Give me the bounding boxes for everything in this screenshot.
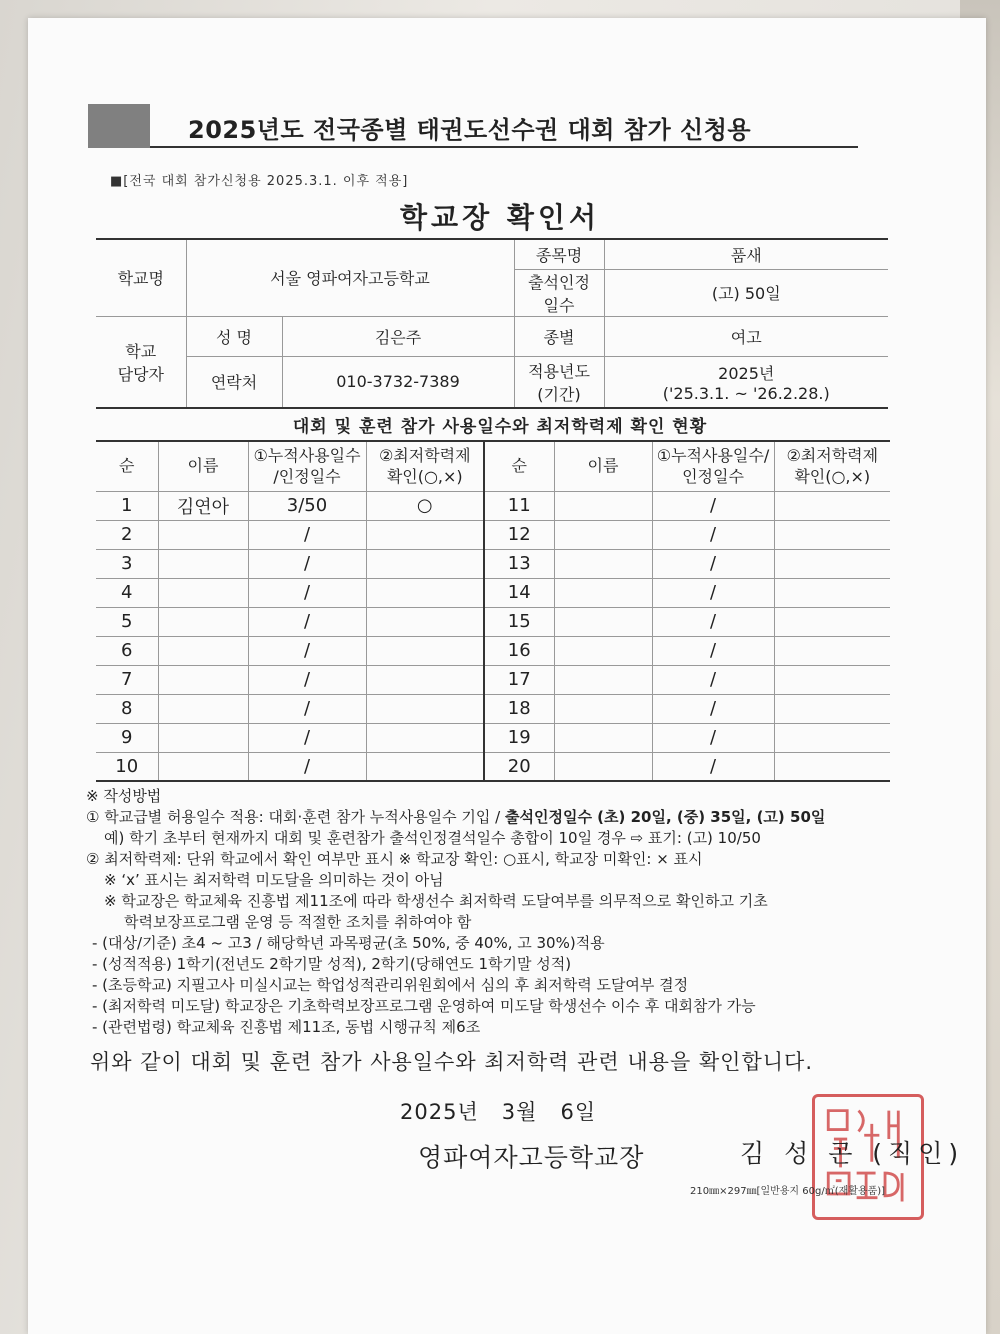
row-name-right: [554, 520, 652, 549]
row-no-right: 15: [484, 607, 554, 636]
row-acad-left: [366, 694, 484, 723]
row-name-right: [554, 607, 652, 636]
header-no-left: 순: [96, 441, 158, 491]
manager-label-line1: 학교: [125, 341, 157, 361]
row-name-left: [158, 636, 248, 665]
event-value: 품새: [604, 239, 888, 269]
note-1b: 출석인정일수 (초) 20일, (중) 35일, (고) 50일: [505, 808, 826, 826]
category-value: 여고: [604, 316, 888, 356]
row-name-right: [554, 491, 652, 520]
table-body: [96, 491, 890, 781]
row-no-left: 2: [96, 520, 158, 549]
row-days-right: /: [652, 491, 774, 520]
header-days-right-line1: ①누적사용일수/: [656, 445, 770, 465]
row-days-right: /: [652, 752, 774, 781]
row-acad-right: [774, 491, 890, 520]
row-name-left: [158, 549, 248, 578]
row-acad-right: [774, 520, 890, 549]
row-days-left: /: [248, 549, 366, 578]
category-label: 종별: [514, 316, 604, 356]
row-no-left: 8: [96, 694, 158, 723]
row-name-right: [554, 578, 652, 607]
period-label-line1: 적용년도: [528, 361, 590, 381]
header-days-left-line1: ①누적사용일수: [253, 445, 361, 465]
row-name-left: [158, 694, 248, 723]
table-header-row: [96, 441, 890, 491]
name-label: 성 명: [186, 316, 282, 356]
header-acad-right: [774, 441, 890, 491]
header-days-left: [248, 441, 366, 491]
row-acad-right: [774, 549, 890, 578]
row-days-right: /: [652, 665, 774, 694]
note-line-4: ※ ‘x’ 표시는 최저학력 미도달을 의미하는 것이 아님: [104, 871, 444, 889]
manager-label: [96, 316, 186, 408]
manager-label-line2: 담당자: [117, 364, 164, 384]
note-line-7: - (대상/기준) 초4 ~ 고3 / 해당학년 과목평균(초 50%, 중 40%, 고 30%)적용: [92, 934, 605, 952]
row-days-left: /: [248, 520, 366, 549]
row-days-right: /: [652, 578, 774, 607]
row-acad-left: [366, 723, 484, 752]
table-row: [96, 636, 890, 665]
note-line-8: - (성적적용) 1학기(전년도 2학기말 성적), 2학기(당해연도 1학기말 성적): [92, 955, 572, 973]
row-name-right: [554, 723, 652, 752]
header-days-right-line2: 인정일수: [682, 467, 744, 487]
confirm-statement: 위와 같이 대회 및 훈련 참가 사용일수와 최저학력 관련 내용을 확인합니다.: [90, 1050, 814, 1074]
row-name-left: [158, 665, 248, 694]
issue-date: [400, 1096, 596, 1126]
school-value: 서울 영파여자고등학교: [186, 239, 514, 316]
row-days-left: 3/50: [248, 491, 366, 520]
row-acad-left: [366, 636, 484, 665]
attend-value: (고) 50일: [604, 269, 888, 316]
row-no-right: 11: [484, 491, 554, 520]
table-row: [96, 491, 890, 520]
row-days-left: /: [248, 694, 366, 723]
row-no-left: 4: [96, 578, 158, 607]
note-line-6: 학력보장프로그램 운영 등 적절한 조치를 취하여야 함: [124, 913, 472, 931]
row-no-right: 20: [484, 752, 554, 781]
header-title: 2025년도 전국종별 태권도선수권 대회 참가 신청용: [188, 116, 752, 144]
row-no-left: 10: [96, 752, 158, 781]
table-row: [96, 607, 890, 636]
table-row: [96, 549, 890, 578]
row-name-left: [158, 752, 248, 781]
row-name-right: [554, 752, 652, 781]
header-acad-right-line2: 확인(○,×): [794, 467, 871, 487]
table-row: [96, 723, 890, 752]
row-name-right: [554, 694, 652, 723]
table-row: [96, 665, 890, 694]
note-line-9: - (초등학교) 지필고사 미실시교는 학업성적관리위원회에서 심의 후 최저학력 도달여부 결정: [92, 976, 689, 994]
row-acad-right: [774, 578, 890, 607]
contact-value: 010-3732-7389: [282, 356, 514, 408]
row-name-left: [158, 723, 248, 752]
row-days-left: /: [248, 636, 366, 665]
row-no-right: 14: [484, 578, 554, 607]
row-acad-right: [774, 752, 890, 781]
row-days-left: /: [248, 752, 366, 781]
row-no-right: 16: [484, 636, 554, 665]
row-days-right: /: [652, 520, 774, 549]
header-acad-left-line2: 확인(○,×): [386, 467, 463, 487]
row-days-right: /: [652, 723, 774, 752]
row-acad-right: [774, 694, 890, 723]
note-line-5: ※ 학교장은 학교체육 진흥법 제11조에 따라 학생선수 최저학력 도달여부를 의무적으로 확인하고 기초: [104, 892, 768, 910]
row-no-right: 17: [484, 665, 554, 694]
row-days-right: /: [652, 549, 774, 578]
participation-table: [96, 440, 890, 782]
header-name-right: 이름: [554, 441, 652, 491]
header-acad-left-line1: ②최저학력제: [378, 445, 471, 465]
subnote: ■[전국 대회 참가신청용 2025.3.1. 이후 적용]: [110, 174, 409, 189]
header-gray-box: [88, 104, 150, 148]
table-row: [96, 520, 890, 549]
section-title: 대회 및 훈련 참가 사용일수와 최저학력제 확인 현황: [292, 417, 708, 437]
period-value-line1: 2025년: [718, 363, 775, 383]
header-name-left: 이름: [158, 441, 248, 491]
note-line-10: - (최저학력 미도달) 학교장은 기초학력보장프로그램 운영하여 미도달 학생선수 이수 후 대회참가 가능: [92, 997, 756, 1015]
row-days-left: /: [248, 607, 366, 636]
row-name-left: [158, 520, 248, 549]
row-name-right: [554, 636, 652, 665]
row-no-right: 12: [484, 520, 554, 549]
document-title: 학교장 확인서: [399, 201, 601, 234]
row-days-left: /: [248, 578, 366, 607]
header-no-right: 순: [484, 441, 554, 491]
notes-heading: ※ 작성방법: [86, 787, 162, 805]
row-days-left: /: [248, 723, 366, 752]
row-days-left: /: [248, 665, 366, 694]
row-no-left: 5: [96, 607, 158, 636]
row-no-left: 6: [96, 636, 158, 665]
info-table: [96, 238, 888, 409]
attend-label-line1: 출석인정: [528, 272, 590, 292]
row-days-right: /: [652, 636, 774, 665]
writing-notes: [86, 786, 936, 1038]
row-acad-left: [366, 752, 484, 781]
row-acad-left: [366, 520, 484, 549]
period-value: [604, 356, 888, 408]
row-name-left: 김연아: [158, 491, 248, 520]
row-no-left: 7: [96, 665, 158, 694]
table-row: [96, 752, 890, 781]
note-line-3: ② 최저학력제: 단위 학교에서 확인 여부만 표시 ※ 학교장 확인: ○표시, 학교장 미확인: × 표시: [86, 850, 703, 868]
header-days-right: [652, 441, 774, 491]
attend-label: [514, 269, 604, 316]
row-no-left: 9: [96, 723, 158, 752]
row-no-right: 18: [484, 694, 554, 723]
period-label-line2: (기간): [537, 384, 581, 404]
event-label: 종목명: [514, 239, 604, 269]
date-year: 2025년: [400, 1100, 479, 1124]
note-line-1: [86, 807, 936, 828]
header-acad-left: [366, 441, 484, 491]
principal-name: 김 성 곤 (직인): [740, 1139, 965, 1168]
row-days-right: /: [652, 694, 774, 723]
table-row: [96, 578, 890, 607]
note-line-2: 예) 학기 초부터 현재까지 대회 및 훈련참가 출석인정결석일수 총합이 10일 경우 ⇨ 표기: (고) 10/50: [104, 829, 761, 847]
row-acad-left: [366, 549, 484, 578]
row-days-right: /: [652, 607, 774, 636]
date-month: 3월: [501, 1100, 538, 1124]
attend-label-line2: 일수: [543, 295, 575, 315]
row-acad-right: [774, 636, 890, 665]
row-acad-left: [366, 578, 484, 607]
name-value: 김은주: [282, 316, 514, 356]
row-acad-left: [366, 665, 484, 694]
row-name-left: [158, 607, 248, 636]
signer: 영파여자고등학교장: [418, 1143, 645, 1172]
header-block: [88, 88, 858, 148]
date-day: 6일: [560, 1100, 597, 1124]
paper-info: 210㎜×297㎜[일반용지 60g/㎡(재활용품)]: [690, 1186, 886, 1197]
contact-label: 연락처: [186, 356, 282, 408]
row-acad-left: [366, 607, 484, 636]
row-acad-right: [774, 665, 890, 694]
note-1a: ① 학교급별 허용일수 적용: 대회·훈련 참가 누적사용일수 기입 /: [86, 808, 505, 826]
row-name-left: [158, 578, 248, 607]
row-no-right: 13: [484, 549, 554, 578]
row-no-left: 1: [96, 491, 158, 520]
row-name-right: [554, 549, 652, 578]
header-days-left-line2: /인정일수: [273, 467, 341, 487]
header-acad-right-line1: ②최저학력제: [786, 445, 879, 465]
period-label: [514, 356, 604, 408]
school-label: 학교명: [96, 239, 186, 316]
note-line-11: - (관련법령) 학교체육 진흥법 제11조, 동법 시행규칙 제6조: [92, 1018, 481, 1036]
table-row: [96, 694, 890, 723]
row-name-right: [554, 665, 652, 694]
row-no-left: 3: [96, 549, 158, 578]
row-acad-right: [774, 607, 890, 636]
row-acad-left: ○: [366, 491, 484, 520]
row-acad-right: [774, 723, 890, 752]
row-no-right: 19: [484, 723, 554, 752]
period-value-line2: ('25.3.1. ~ '26.2.28.): [662, 383, 830, 403]
